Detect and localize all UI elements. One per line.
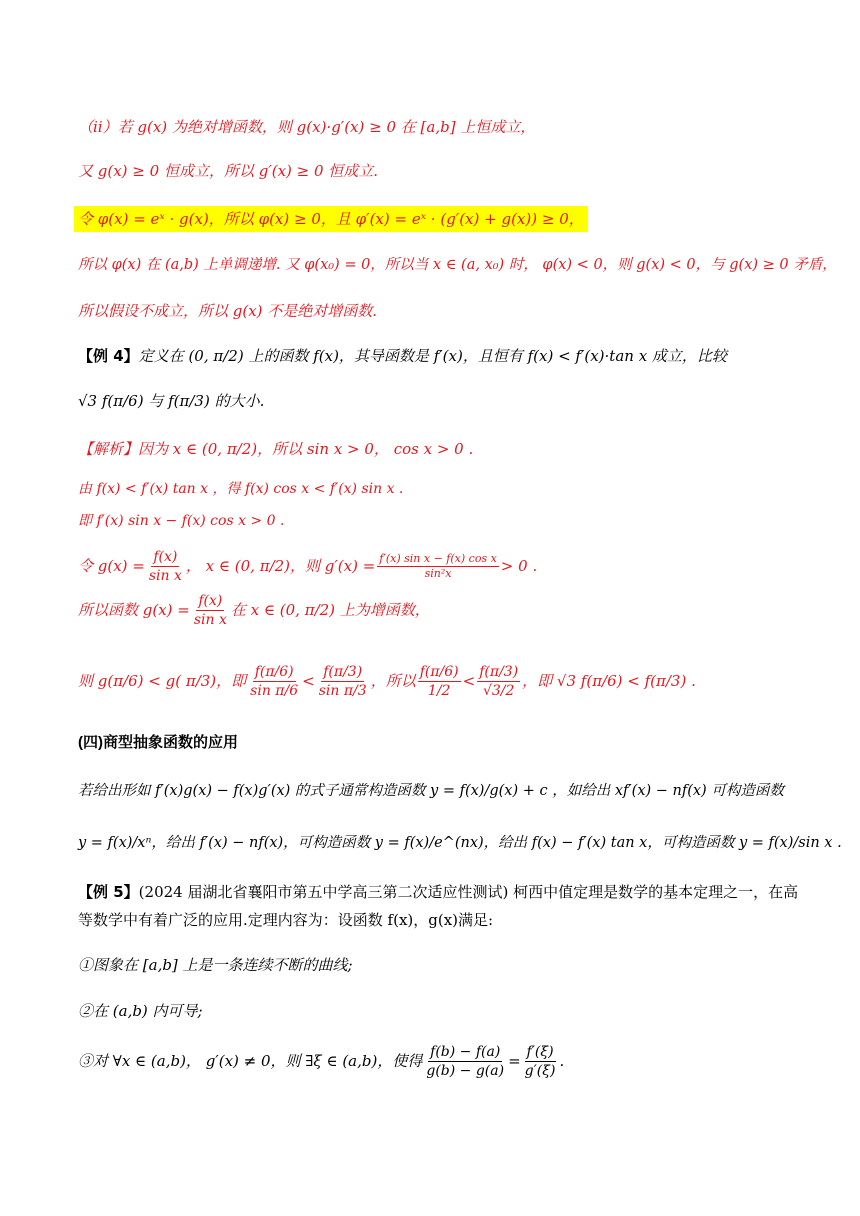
example-4-statement: [78, 345, 800, 367]
highlighted-formula: 令 φ(x) = eˣ · g(x)，所以 φ(x) ≥ 0，且 φ′(x) = eˣ · (g′(x) + g(x)) ≥ 0，: [74, 206, 588, 232]
example-5-text: (2024 届湖北省襄阳市第五中学高三第二次适应性测试) 柯西中值定理是数学的基本定理之一，在高等数学中有着广泛的应用.定理内容为：设函数 f(x)，g(x)满足:: [78, 883, 799, 929]
fraction-numerator: f(π/6): [254, 663, 294, 680]
solution-line-6: [78, 648, 800, 714]
condition-1: ①图象在 [a,b] 上是一条连续不断的曲线;: [78, 956, 353, 974]
fraction-f-over-sin: [192, 592, 229, 629]
solution-line-1: [78, 438, 800, 460]
comparison-middle: ，所以: [370, 672, 416, 690]
equals-sign: =: [508, 1052, 521, 1070]
solution-line-2: 由 f(x) < f′(x) tan x ，得 f(x) cos x < f′(x) sin x .: [78, 481, 404, 497]
fraction-denominator: g′(ξ): [524, 1062, 556, 1079]
fraction-numerator: f(x): [153, 548, 178, 565]
fraction-numerator: f′(ξ): [526, 1043, 554, 1060]
solution-line-5: [78, 590, 800, 630]
paragraph-line-2: y = f(x)/xⁿ，给出 f′(x) − nf(x)，可构造函数 y = f(x)/e^(nx)，给出 f(x) − f′(x) tan x，可构造函数 y = f(x)/sin x .: [78, 835, 842, 851]
cauchy-fraction-right: [523, 1043, 558, 1080]
example-4-text: 定义在 (0, π/2) 上的函数 f(x)，其导函数是 f′(x)，且恒有 f(x) < f′(x)·tan x 成立，比较: [138, 347, 727, 365]
condition-3: [78, 1038, 800, 1084]
fraction-denominator: sin x: [193, 611, 227, 628]
less-than-sign: <: [462, 672, 476, 690]
proof-line-5: 所以假设不成立，所以 g(x) 不是绝对增函数.: [78, 302, 378, 320]
fraction-numerator: f(b) − f(a): [430, 1043, 501, 1060]
fraction-3: [418, 663, 461, 700]
g-increasing-label: 所以函数 g(x) =: [78, 601, 190, 619]
fraction-2: [317, 663, 369, 700]
example-5-statement: [78, 878, 800, 934]
fraction-numerator: f(π/6): [419, 663, 459, 680]
condition-3-text: ③对 ∀x ∈ (a,b)， g′(x) ≠ 0，则 ∃ξ ∈ (a,b)，使得: [78, 1052, 423, 1070]
g-definition: 令 g(x) =: [78, 557, 145, 575]
solution-label: 【解析】: [78, 440, 139, 458]
less-than-sign: <: [302, 672, 315, 690]
fraction-denominator: sin π/6: [250, 682, 299, 699]
section-heading: (四)商型抽象函数的应用: [78, 734, 238, 751]
g-derivative-label: ， x ∈ (0, π/2)，则 g′(x) =: [185, 557, 376, 575]
fraction-denominator: g(b) − g(a): [426, 1062, 505, 1079]
fraction-denominator: 1/2: [427, 682, 451, 699]
fraction-4: [477, 663, 520, 700]
fraction-1: [248, 663, 300, 700]
fraction-denominator: sin x: [148, 567, 182, 584]
comparison-start: 则 g(π/6) < g( π/3)，即: [78, 672, 247, 690]
period: .: [559, 1052, 565, 1070]
g-increasing-tail: 在 x ∈ (0, π/2) 上为增函数，: [230, 601, 430, 619]
cauchy-fraction-left: [424, 1043, 506, 1080]
inequality-tail: > 0 .: [500, 557, 538, 575]
proof-line-4: 所以 φ(x) 在 (a,b) 上单调递增. 又 φ(x₀) = 0，所以当 x ∈ (a, x₀) 时， φ(x) < 0，则 g(x) < 0，与 g(x) ≥ 0 矛盾，: [78, 257, 837, 273]
fraction-denominator: sin²x: [424, 566, 452, 580]
condition-2: ②在 (a,b) 内可导;: [78, 1002, 203, 1020]
fraction-numerator: f(x): [198, 592, 223, 609]
fraction-denominator: sin π/3: [318, 682, 367, 699]
solution-text-1: 因为 x ∈ (0, π/2)，所以 sin x > 0， cos x > 0 .: [138, 440, 474, 458]
solution-line-3: 即 f′(x) sin x − f(x) cos x > 0 .: [78, 513, 285, 529]
fraction-numerator: f(π/3): [479, 663, 519, 680]
proof-line-1: （ⅱ）若 g(x) 为绝对增函数，则 g(x)·g′(x) ≥ 0 在 [a,b] 上恒成立，: [78, 118, 536, 136]
example-5-label: 【例 5】: [78, 883, 139, 901]
paragraph-line-1: 若给出形如 f′(x)g(x) − f(x)g′(x) 的式子通常构造函数 y = f(x)/g(x) + c ，如给出 xf′(x) − nf(x) 可构造函数: [78, 783, 784, 799]
comparison-conclusion: ，即 √3 f(π/6) < f(π/3) .: [522, 672, 696, 690]
example-4-statement-2: √3 f(π/6) 与 f(π/3) 的大小.: [78, 392, 265, 410]
example-4-label: 【例 4】: [78, 347, 139, 365]
fraction-f-over-sin: [147, 548, 184, 585]
fraction-numerator: f(π/3): [323, 663, 363, 680]
solution-line-4: [78, 546, 800, 586]
proof-line-2: 又 g(x) ≥ 0 恒成立，所以 g′(x) ≥ 0 恒成立.: [78, 162, 379, 180]
fraction-denominator: √3/2: [482, 682, 515, 699]
fraction-numerator: f′(x) sin x − f(x) cos x: [379, 551, 497, 565]
fraction-derivative: [377, 552, 499, 581]
proof-line-3-highlighted: [78, 206, 800, 232]
